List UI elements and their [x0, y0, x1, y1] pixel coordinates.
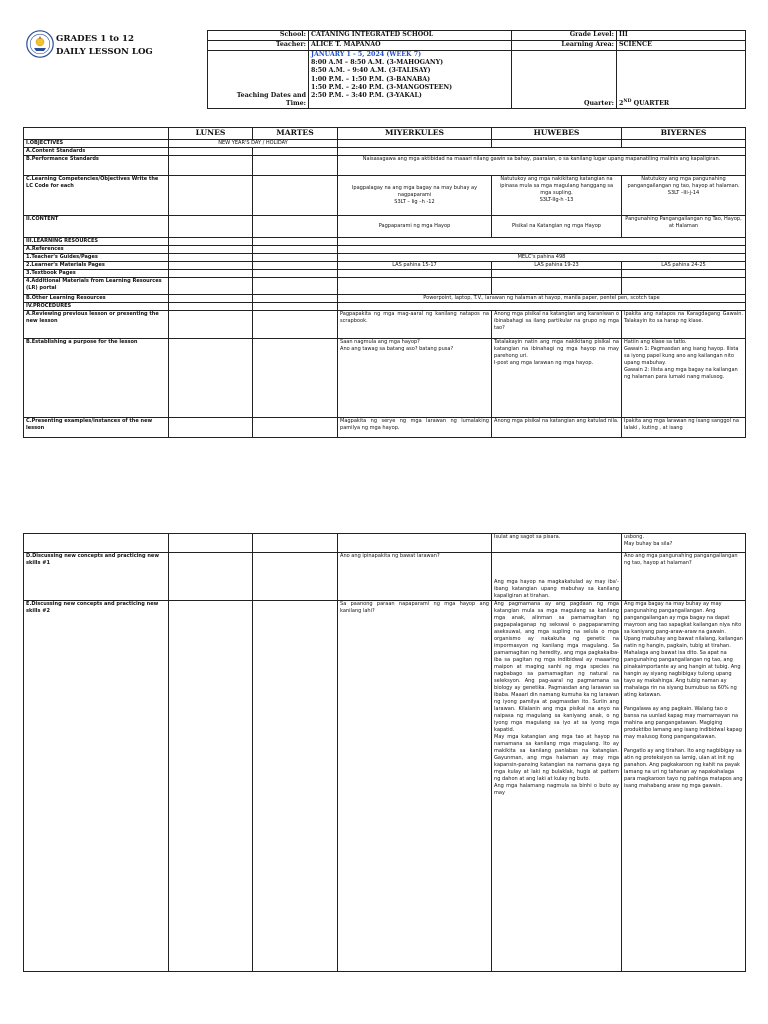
cell	[253, 601, 338, 972]
week-dates: JANUARY 1 - 5, 2024 (WEEK 7)	[311, 51, 422, 58]
content-fri: Pangunahing Pangangailangan ng Tao, Hayop, at Halaman	[622, 216, 746, 238]
competency-fri-text: Natutukoy ang mga pangunahing pangangailangan ng tao, hayop at halaman.	[627, 176, 740, 189]
row-label-discussing-1: D.Discussing new concepts and practicing new skills #1	[24, 553, 169, 601]
cell	[169, 534, 253, 553]
row-label-content: II.CONTENT	[24, 216, 169, 238]
melc-reference: MELC's pahina 498	[338, 254, 746, 262]
day-header-biyernes: BIYERNES	[622, 128, 746, 140]
cell	[24, 534, 169, 553]
row-label-objectives: I.OBJECTIVES	[24, 140, 169, 148]
teacher-value: ALICE T. MAPANAO	[309, 41, 512, 51]
purpose-thu: Tatalakayin natin ang mga nakikitang pisikal na katangian na ibinahagi ng mga hayop na may parehong uri. I-post ang mga larawan ng mga hayop.	[492, 339, 622, 418]
competency-fri	[622, 176, 746, 216]
cell	[169, 295, 253, 303]
purpose-wed: Saan nagmula ang mga hayop? Ano ang tawag sa batang aso? batang pusa?	[338, 339, 492, 418]
cell	[169, 339, 253, 418]
cell	[169, 238, 253, 246]
cell	[169, 156, 253, 176]
day-header-huwebes: HUWEBES	[492, 128, 622, 140]
cell	[253, 270, 338, 278]
cell	[622, 270, 746, 278]
cell	[338, 140, 492, 148]
cell	[253, 262, 338, 270]
competency-thu-code: S3LT-IIg-h -13	[539, 197, 574, 203]
title-line-2: DAILY LESSON LOG	[56, 47, 153, 57]
content-thu: Pisikal na Katangian ng mga Hayop	[492, 216, 622, 238]
cell	[253, 278, 338, 295]
row-label-references: A.References	[24, 246, 169, 254]
grade-level-value: III	[617, 31, 746, 41]
day-header-miyerkules: MIYERKULES	[338, 128, 492, 140]
cell	[622, 278, 746, 295]
time-slot: 8:00 A.M – 8:50 A.M. (3-MAHOGANY)	[311, 59, 444, 67]
continued-fri: usbong. May buhay ba sila?	[622, 534, 746, 553]
cell	[169, 262, 253, 270]
cell	[253, 339, 338, 418]
cell	[169, 303, 253, 311]
cell	[253, 311, 338, 339]
time-slot: 8:50 A.M. – 9:40 A.M. (3-TALISAY)	[311, 67, 431, 75]
cell	[169, 278, 253, 295]
learning-area-value: SCIENCE	[617, 41, 746, 51]
school-label: School:	[208, 31, 309, 41]
cell	[492, 278, 622, 295]
document-title	[56, 33, 153, 59]
row-label-performance-standards: B.Performance Standards	[24, 156, 169, 176]
teaching-dates-label-line-2: Time:	[285, 99, 306, 107]
competency-thu	[492, 176, 622, 216]
row-label-discussing-2: E.Discussing new concepts and practicing new skills #2	[24, 601, 169, 972]
cell	[169, 601, 253, 972]
las-fri: LAS pahina 24-25	[622, 262, 746, 270]
grade-level-label: Grade Level:	[512, 31, 617, 41]
cell	[253, 148, 338, 156]
lesson-table-part-2	[23, 533, 746, 972]
discuss1-thu: Ang mga hayop na magkakatulad ay may iba'-ibang katangian upang mabuhay sa kanilang kapaligiran at tirahan.	[492, 553, 622, 601]
row-label-textbook: 3.Textbook Pages	[24, 270, 169, 278]
school-value: CATANING INTEGRATED SCHOOL	[309, 31, 512, 41]
header-info-table	[207, 30, 746, 109]
learning-area-label: Learning Area:	[512, 41, 617, 51]
cell	[253, 303, 338, 311]
time-slot: 2:50 P.M. – 3:40 P.M. (3-YAKAL)	[311, 92, 422, 100]
competency-wed-text: Ipagpalagay na ang mga bagay na may buhay ay nagpaparami	[351, 185, 478, 198]
competency-fri-code: S3LT –IIi-j-14	[667, 190, 700, 196]
row-label-reviewing: A.Reviewing previous lesson or presenting the new lesson	[24, 311, 169, 339]
cell	[253, 295, 338, 303]
cell	[253, 238, 338, 246]
review-wed: Pagpapakita ng mga mag-aaral ng kanilang natapos na scrapbook.	[338, 311, 492, 339]
cell	[253, 553, 338, 601]
cell	[338, 238, 746, 246]
las-wed: LAS pahina 15-17	[338, 262, 492, 270]
cell	[169, 311, 253, 339]
lesson-table-part-1	[23, 127, 746, 438]
title-line-1: GRADES 1 to 12	[56, 34, 134, 44]
cell	[253, 176, 338, 216]
other-resources-text: Powerpoint, laptop, T.V., larawan ng halaman at hayop, manila paper, pentel pen, scotch tape	[338, 295, 746, 303]
discuss1-fri: Ano ang mga pangunahing pangangailangan ng tao, hayop at halaman?	[622, 553, 746, 601]
cell	[338, 148, 746, 156]
cell	[169, 148, 253, 156]
purpose-fri: Hatiin ang klase sa tatlo. Gawain 1: Pagmasdan ang isang hayop. Ilista sa iyong papel kung ano ang kailangan nito upang mabuhay. Gawain 2: Ilista ang mga bagay na kailangan ng halaman para lumaki nang malusog.	[622, 339, 746, 418]
discuss2-fri: Ang mga bagay na may buhay ay may pangunahing pangangailangan. Ang pangangailangan ay mga bagay na dapat mayroon ang tao sapagkat kailangan niya nito sa kaniyang pang-araw-araw na gawain. Upang mabuhay ang bawat nilalang, kailangan natin ng hangin, pagkain, tubig at tirahan. Mahalaga ang bawat isa dito. Sa apat na pangunahing pangangailangan ng tao, ang pinakaimportante ay ang hangin at tubig. Ang hangin ay siyang nagbibigay tulong upang tayo ay makahinga. Ang tubig naman ay mahalaga rin na siyang bumubuo sa 60% ng ating katawan. Pangalawa ay ang pagkain. Walang tao o bansa na uunlad kapag may mamamayan na mahina ang pangangatawan. Magiging produktibo lamang ang isang indibidwal kapag may malusog itong pangangatawan. Pangatlo ay ang tirahan. Ito ang nagbibigay sa atin ng proteksiyon sa lamig, ulan at init ng panahon. Ang pagkakaroon ng kahit na payak lamang na uri ng tahanan ay napakahalaga para magkaroon tayo ng pahinga matapos ang isang mahabang araw ng mga gawain.	[622, 601, 746, 972]
day-header-lunes: LUNES	[169, 128, 253, 140]
teaching-dates-value	[309, 51, 512, 109]
cell	[169, 270, 253, 278]
cell	[253, 418, 338, 438]
cell	[338, 270, 492, 278]
cell	[338, 278, 492, 295]
cell	[169, 553, 253, 601]
row-label-learning-resources: III.LEARNING RESOURCES	[24, 238, 169, 246]
cell	[338, 246, 746, 254]
discuss2-thu: Ang pagmamana ay ang pagdaan ng mga katangian mula sa mga magulang sa kanilang mga anak, alinman sa pamamagitan ng pagpapalaganap ng sekswal o pagpaparaming aseksuwal, ang mga supling na selula o mga organismo ay nakakuha ng genetic na impormasyon ng kanilang mga magulang. Sa pamamagitan ng heredity, ang mga pagkakaiba-iba sa pagitan ng mga indibidwal ay maaaring maipon at maging sanhi ng mga species na nagbabago sa pamamagitan ng natural na seleksyon. Ang pag-aaral ng pagmamana sa biology ay genetika. Pagmasdan ang larawan sa ibaba. Maaari din namang kumuha ka ng larawan ng iyong pamilya at pagmasdan ito. Suriin ang larawan. Kilalanin ang mga pisikal na anyo na naipasa ng magulang sa kaniyang anak, o ng iyong mga magulang sa iyo at sa iyong mga kapatid. May mga katangian ang mga tao at hayop na namamana sa kanilang mga magulang. Ito ay makikita sa kanilang panlabas na katangian. Gayunman, ang mga halaman ay may mga kapansin-pansing katangian na namana gaya ng mga kulay at laki ng bulaklak, hugis at pattern ng dahon at ang laki at kulay ng buto. Ang mga halamang nagmula sa binhi o buto ay may	[492, 601, 622, 972]
discuss2-wed: Sa paanong paraan napaparami ng mga hayop ang kanilang lahi?	[338, 601, 492, 972]
continued-thu: Isulat ang sagot sa pisara.	[492, 534, 622, 553]
competency-wed-code: S3LT – Iig –h -12	[394, 199, 435, 205]
review-thu: Anong mga pisikal na katangian ang karaniwan o ibinabahagi sa ilang partikular na grupo ng mga tao?	[492, 311, 622, 339]
day-header-martes: MARTES	[253, 128, 338, 140]
discuss1-wed: Ano ang ipinapakita ng bawat larawan?	[338, 553, 492, 601]
cell	[622, 140, 746, 148]
quarter-number: 2	[619, 99, 624, 107]
row-label-learners-materials: 2.Learner's Materials Pages	[24, 262, 169, 270]
teacher-label: Teacher:	[208, 41, 309, 51]
cell	[492, 270, 622, 278]
blank-header	[24, 128, 169, 140]
row-label-other-resources: B.Other Learning Resources	[24, 295, 169, 303]
examples-thu: Anong mga pisikal na katangian ang katulad nila.	[492, 418, 622, 438]
quarter-text: QUARTER	[631, 99, 670, 107]
time-slot: 1:00 P.M. – 1:50 P.M. (3-BANABA)	[311, 75, 431, 83]
content-wed: Pagpaparami ng mga Hayop	[338, 216, 492, 238]
cell	[169, 254, 253, 262]
las-thu: LAS pahina 19-23	[492, 262, 622, 270]
cell	[492, 140, 622, 148]
cell	[253, 156, 338, 176]
quarter-label: Quarter:	[512, 51, 617, 109]
row-label-presenting-examples: C.Presenting examples/instances of the new lesson	[24, 418, 169, 438]
performance-standards-text: Naisasagawa ang mga aktibidad na maaari nilang gawin sa bahay, paaralan, o sa kanilang lugar upang mapanatiling malinis ang kapaligiran.	[338, 156, 746, 176]
quarter-value	[617, 51, 746, 109]
cell	[338, 303, 746, 311]
row-label-additional-materials: 4.Additional Materials from Learning Resources (LR) portal	[24, 278, 169, 295]
competency-thu-text: Natutukoy ang mga nakikitang katangian na ipinasa mula sa mga magulang hanggang sa mga supling.	[499, 176, 614, 196]
cell	[169, 176, 253, 216]
time-slot: 1:50 P.M. – 2:40 P.M. (3-MANGOSTEEN)	[311, 83, 453, 91]
examples-wed: Magpakita ng serye ng mga larawan ng lumalaking pamilya ng mga hayop.	[338, 418, 492, 438]
cell	[253, 254, 338, 262]
cell	[253, 534, 338, 553]
review-fri: Ipakita ang natapos na Karagdagang Gawain. Talakayin ito sa harap ng klase.	[622, 311, 746, 339]
cell	[253, 246, 338, 254]
cell	[338, 534, 492, 553]
row-label-content-standards: A.Content Standards	[24, 148, 169, 156]
row-label-teachers-guide: 1.Teacher's Guides/Pages	[24, 254, 169, 262]
teaching-dates-label	[208, 51, 309, 109]
cell	[169, 418, 253, 438]
cell	[253, 216, 338, 238]
holiday-note: NEW YEAR'S DAY / HOLIDAY	[169, 140, 338, 148]
competency-wed	[338, 176, 492, 216]
deped-seal-logo	[26, 30, 54, 58]
row-label-purpose: B.Establishing a purpose for the lesson	[24, 339, 169, 418]
teaching-dates-label-line-1: Teaching Dates and	[236, 91, 306, 99]
examples-fri: Ipakita ang mga larawan ng isang sanggol na lalaki , kuting , at isang	[622, 418, 746, 438]
row-label-procedures: IV.PROCEDURES	[24, 303, 169, 311]
cell	[169, 216, 253, 238]
cell	[169, 246, 253, 254]
row-label-competencies: C.Learning Competencies/Objectives Write the LC Code for each	[24, 176, 169, 216]
quarter-ordinal: ND	[623, 98, 632, 104]
